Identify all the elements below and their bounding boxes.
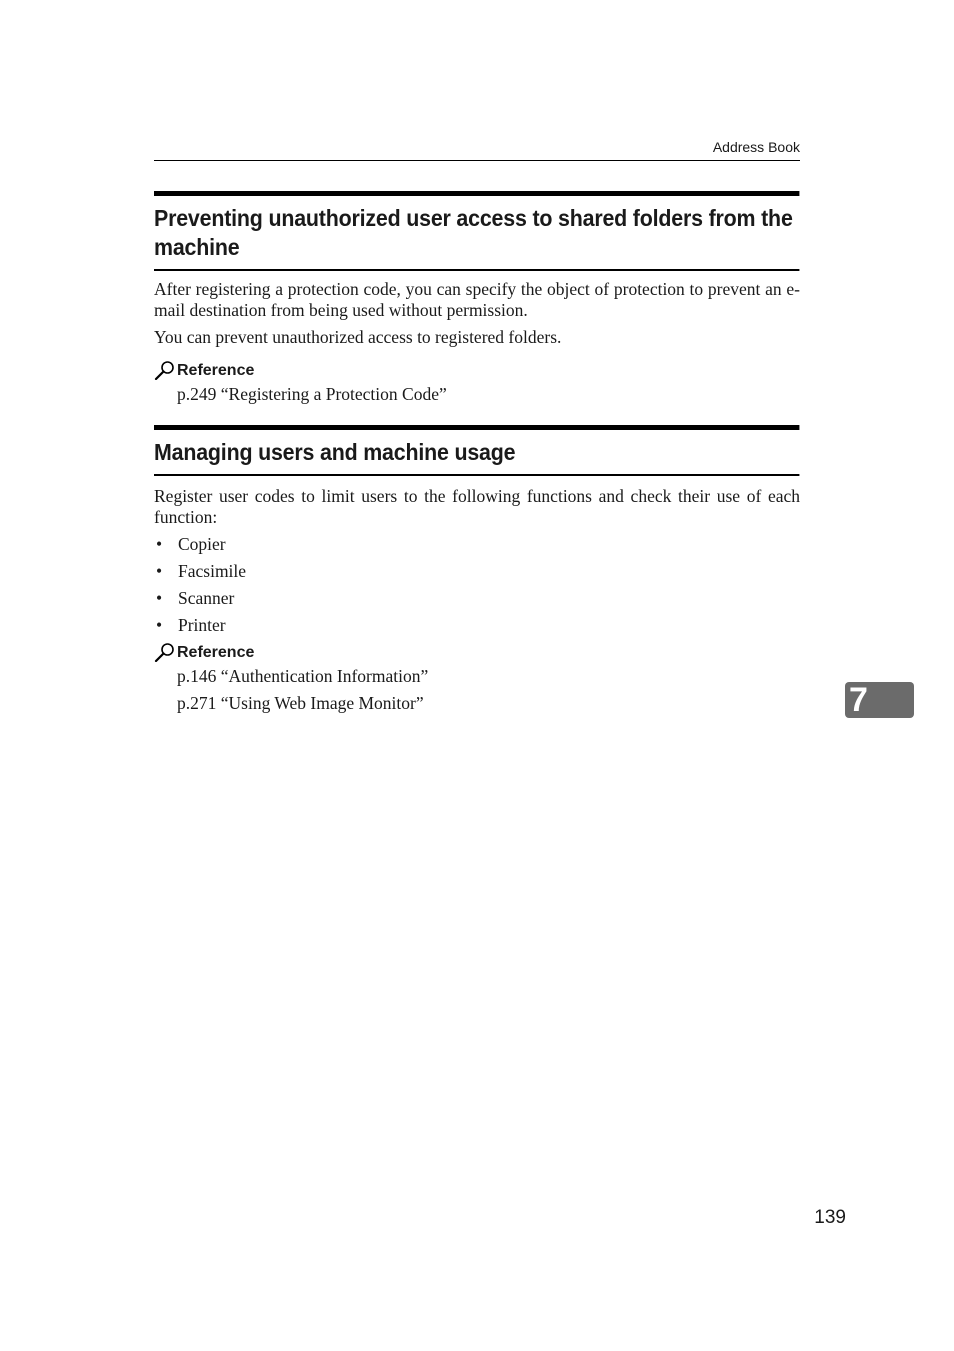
list-item: • Facsimile: [156, 561, 247, 581]
list-item: • Copier: [156, 534, 226, 554]
body-paragraph: Register user codes to limit users to the following functions and check their use of each function:: [154, 486, 800, 527]
body-paragraph: You can prevent unauthorized access to registered folders.: [154, 327, 562, 347]
list-item: • Printer: [156, 615, 226, 635]
magnifier-icon: [154, 360, 176, 380]
list-item-text: Copier: [178, 534, 226, 554]
reference-label: Reference: [177, 362, 255, 379]
reference-link[interactable]: p.146 “Authentication Information”: [177, 666, 429, 686]
section-managing-users: [154, 425, 800, 714]
magnifier-icon: [154, 642, 176, 662]
reference-link[interactable]: p.249 “Registering a Protection Code”: [177, 384, 447, 404]
page-number: 139: [814, 1207, 846, 1228]
reference-link[interactable]: p.271 “Using Web Image Monitor”: [177, 693, 424, 713]
chapter-number: 7: [849, 681, 868, 719]
list-item-text: Facsimile: [178, 561, 247, 581]
list-item-text: Printer: [178, 615, 226, 635]
section-heading: Preventing unauthorized user access to shared folders from the machine: [154, 191, 800, 271]
chapter-tab: [845, 682, 914, 718]
section-shared-folders: [154, 191, 800, 405]
reference-label: Reference: [177, 644, 255, 661]
function-list: [154, 534, 800, 636]
reference-block: [154, 360, 800, 405]
running-title: Address Book: [712, 139, 800, 155]
reference-title: [154, 642, 800, 662]
reference-title: [154, 360, 800, 380]
running-header: [154, 138, 800, 161]
section-heading: Managing users and machine usage: [154, 425, 800, 476]
reference-block: [154, 642, 800, 714]
list-item-text: Scanner: [178, 588, 235, 608]
body-paragraph: After registering a protection code, you can specify the object of protection to prevent an e-mail destination from being used without permission.: [154, 279, 800, 320]
list-item: • Scanner: [156, 588, 235, 608]
